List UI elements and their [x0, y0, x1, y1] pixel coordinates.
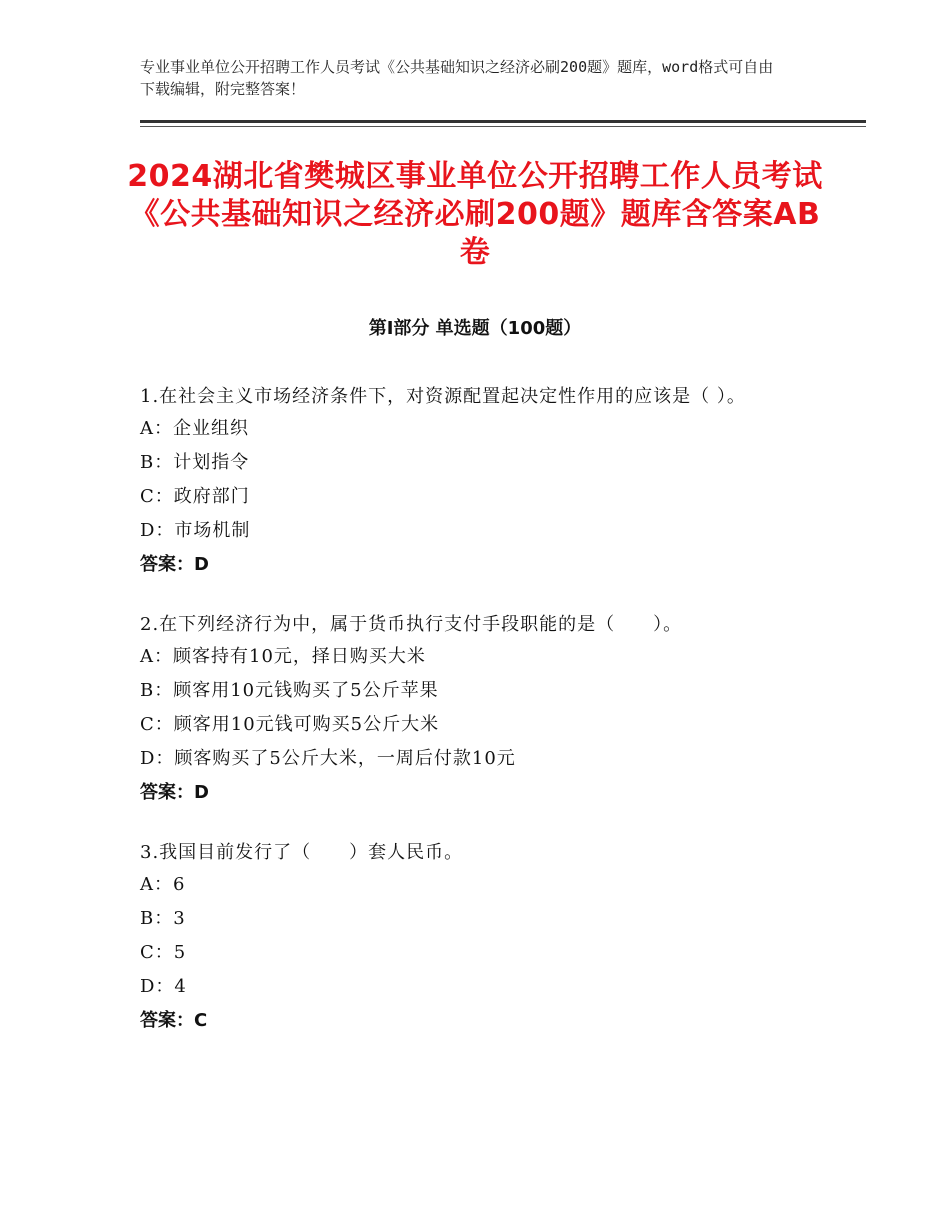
- option-b: B：顾客用10元钱购买了5公斤苹果: [140, 680, 439, 701]
- option-c: C：顾客用10元钱可购买5公斤大米: [140, 714, 440, 735]
- option-a: A：6: [140, 874, 186, 895]
- header-divider-thin: [140, 126, 866, 127]
- option-d: D：市场机制: [140, 520, 251, 541]
- question-stem: 2.在下列经济行为中，属于货币执行支付手段职能的是（ ）。: [140, 614, 683, 635]
- option-a: A：企业组织: [140, 418, 249, 439]
- option-d: D：顾客购买了5公斤大米，一周后付款10元: [140, 748, 516, 769]
- question-3: [140, 838, 820, 1038]
- question-list: [140, 382, 820, 1066]
- question-stem: 1.在社会主义市场经济条件下，对资源配置起决定性作用的应该是（ ）。: [140, 386, 746, 407]
- option-d: D：4: [140, 976, 187, 997]
- option-b: B：计划指令: [140, 452, 250, 473]
- answer: 答案：D: [140, 782, 209, 803]
- option-b: B：3: [140, 908, 186, 929]
- question-stem: 3.我国目前发行了（ ）套人民币。: [140, 842, 464, 863]
- question-2: [140, 610, 820, 810]
- question-1: [140, 382, 820, 582]
- header-note: 专业事业单位公开招聘工作人员考试《公共基础知识之经济必刷200题》题库，word格式可自由下载编辑，附完整答案！: [140, 58, 774, 98]
- answer: 答案：C: [140, 1010, 208, 1031]
- section-title: 第Ⅰ部分 单选题（100题）: [368, 318, 582, 339]
- answer: 答案：D: [140, 554, 209, 575]
- option-c: C：政府部门: [140, 486, 250, 507]
- option-a: A：顾客持有10元，择日购买大米: [140, 646, 426, 667]
- document-title: 2024湖北省樊城区事业单位公开招聘工作人员考试《公共基础知识之经济必刷200题》题库含答案AB卷: [127, 159, 823, 270]
- header-divider-thick: [140, 120, 866, 123]
- option-c: C：5: [140, 942, 187, 963]
